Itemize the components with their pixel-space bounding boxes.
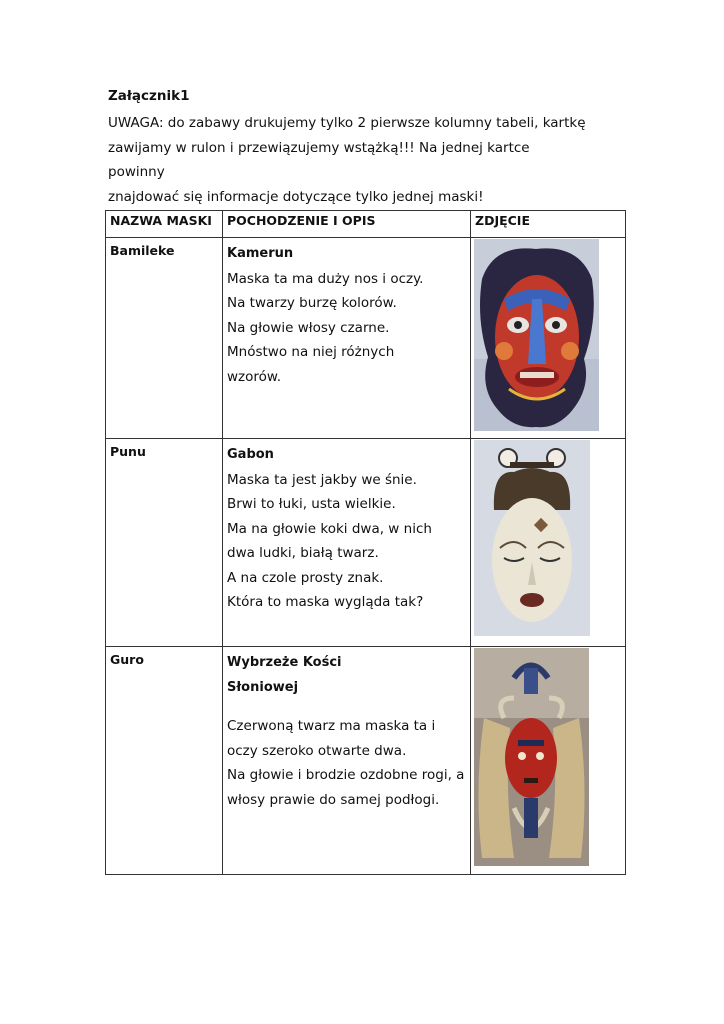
attachment-heading: Załącznik1 [108, 88, 190, 104]
mask-description [223, 238, 471, 439]
table-header-row [106, 211, 626, 238]
punu-mask-photo [474, 440, 590, 636]
mask-description [223, 647, 471, 875]
description-line: Na twarzy burzę kolorów. [227, 295, 397, 311]
guro-mask-photo [474, 648, 589, 866]
mask-origin: Gabon [227, 447, 274, 462]
bamileke-mask-photo [474, 239, 599, 431]
note-line: zawijamy w rulon i przewiązujemy wstążką!!! Na jednej kartce powinny [108, 139, 530, 180]
mask-name: Bamileke [106, 238, 223, 439]
table-row [106, 439, 626, 647]
table-row [106, 647, 626, 875]
description-line: wzorów. [227, 368, 281, 385]
mask-name: Punu [106, 439, 223, 647]
masks-table [105, 210, 626, 875]
description-line: Mnóstwo na niej różnych [227, 344, 395, 360]
description-line: A na czole prosty znak. [227, 569, 384, 586]
description-line: oczy szeroko otwarte dwa. [227, 742, 407, 759]
description-line: Maska ta jest jakby we śnie. [227, 471, 417, 488]
mask-photo-cell [471, 647, 626, 875]
header-photo: ZDJĘCIE [471, 211, 626, 238]
description-line: Maska ta ma duży nos i oczy. [227, 270, 424, 287]
description-line: Która to maska wygląda tak? [227, 594, 424, 610]
header-description: POCHODZENIE I OPIS [223, 211, 471, 238]
note-paragraph [108, 111, 588, 209]
description-line: włosy prawie do samej podłogi. [227, 791, 440, 808]
mask-photo-cell [471, 238, 626, 439]
table-row [106, 238, 626, 439]
description-line: Na głowie i brodzie ozdobne rogi, a [227, 767, 465, 783]
mask-origin: Kamerun [227, 246, 294, 261]
description-line: Czerwoną twarz ma maska ta i [227, 718, 436, 734]
note-line: znajdować się informacje dotyczące tylko jednej maski! [108, 188, 484, 205]
note-line: UWAGA: do zabawy drukujemy tylko 2 pierwsze kolumny tabeli, kartkę [108, 115, 586, 131]
mask-photo-cell [471, 439, 626, 647]
mask-description [223, 439, 471, 647]
mask-name: Guro [106, 647, 223, 875]
description-line: Na głowie włosy czarne. [227, 319, 390, 336]
mask-origin: Wybrzeże Kości [227, 655, 342, 670]
description-line: dwa ludki, białą twarz. [227, 545, 379, 561]
description-line: Ma na głowie koki dwa, w nich [227, 520, 432, 537]
spacer [227, 700, 470, 714]
mask-origin: Słoniowej [227, 679, 299, 695]
description-line: Brwi to łuki, usta wielkie. [227, 496, 396, 512]
header-name: NAZWA MASKI [106, 211, 223, 238]
